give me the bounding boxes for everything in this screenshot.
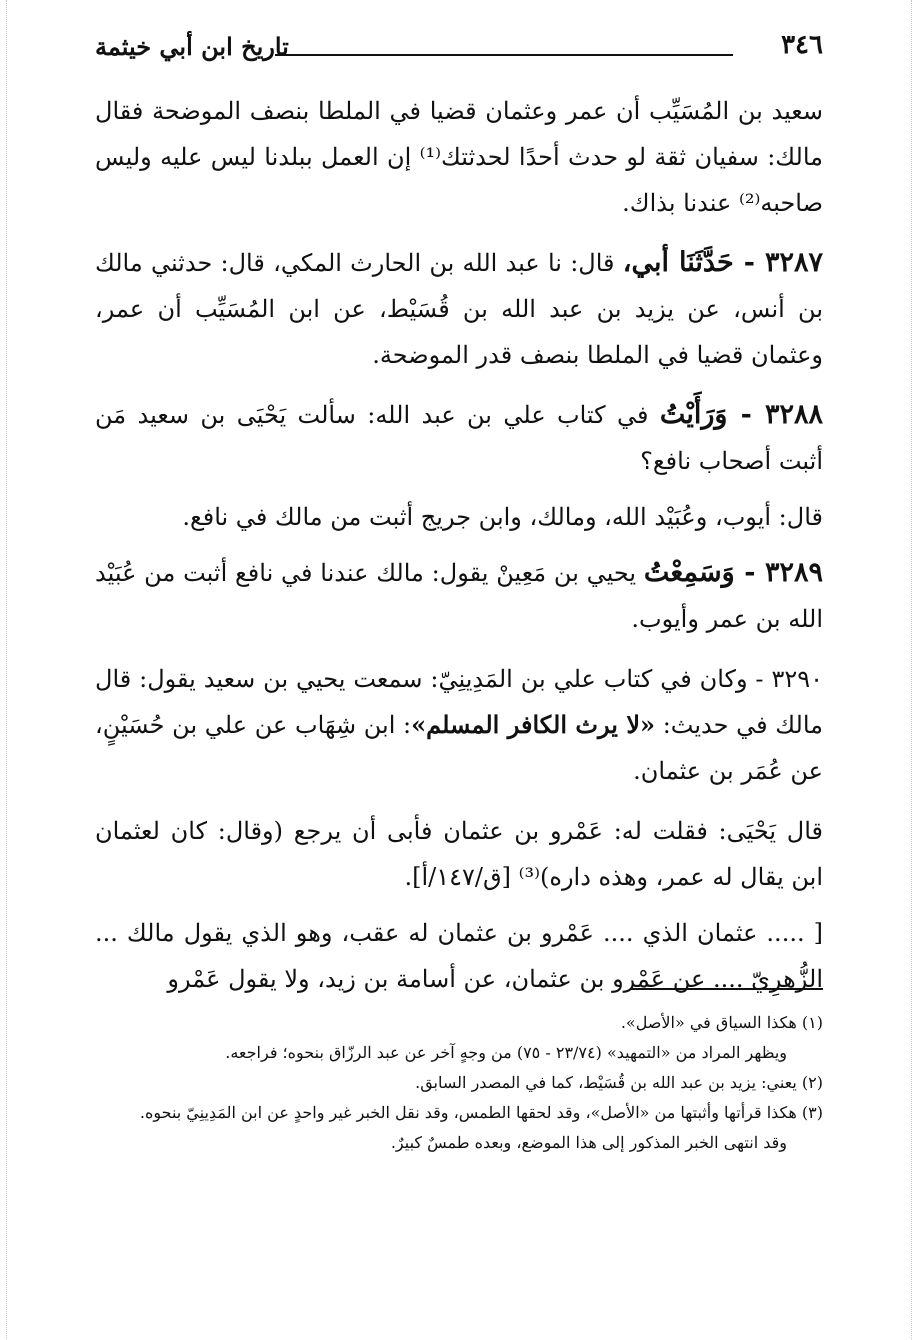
entry-text: قال: نا عبد الله بن الحارث المكي، قال: حدثني مالك بن أنس، عن يزيد بن عبد الله بن قُسَيْط، عن ابن المُسَيِّب أن عمر، وعثمان قضيا في الملطا بنصف قدر الموضحة. (95, 249, 823, 369)
entry-text: يحيي بن مَعِينْ يقول: مالك عندنا في نافع أثبت من عُبَيْد الله بن عمر وأيوب. (95, 559, 823, 633)
paragraph-1: سعيد بن المُسَيِّب أن عمر وعثمان قضيا في الملطا بنصف الموضحة فقال مالك: سفيان ثقة لو حدث أحدًا لحدثتك⁽¹⁾ إن العمل ببلدنا ليس عليه وليس صاحبه⁽²⁾ عندنا بذاك. (95, 97, 823, 217)
page-edge-left (6, 0, 7, 1340)
hadith-quote: «لا يرث الكافر المسلم» (411, 710, 656, 739)
running-title: تاريخ ابن أبي خيثمة (95, 32, 289, 61)
paragraph-3290 (95, 656, 823, 794)
paragraph-yahya: قال يَحْيَى: فقلت له: عَمْرو بن عثمان فأبى أن يرجع (وقال: كان لعثمان ابن يقال له عمر، وهذه داره)⁽³⁾ [ق/١٤٧/أ]. (95, 817, 823, 891)
page-edge-right (911, 0, 912, 1340)
footnote-1: (١) هكذا السياق في «الأصل». (620, 1013, 823, 1032)
paragraph-3289 (95, 550, 823, 642)
entry-lead: ٣٢٨٧ - حَدَّثَنَا أبي، (622, 247, 823, 278)
entry-text: ٣٢٩٠ - وكان في كتاب علي بن المَدِينِيّ: سمعت يحيي بن سعيد يقول: قال مالك في حديث: (95, 665, 824, 739)
entry-text: في كتاب علي بن عبد الله: سألت يَحْيَى بن سعيد مَن أثبت أصحاب نافع؟ (95, 401, 823, 475)
entry-text-end: : ابن شِهَاب عن علي بن حُسَيْنٍ، عن عُمَر بن عثمان. (95, 711, 823, 785)
footnote-rule (631, 988, 823, 990)
paragraph-3287 (95, 240, 823, 378)
footnote-2: (٢) يعني: يزيد بن عبد الله بن قُسَيْط، كما في المصدر السابق. (415, 1073, 823, 1092)
header-rule (275, 54, 733, 56)
paragraph-3288 (95, 392, 823, 484)
page-number: ٣٤٦ (781, 30, 823, 60)
paragraph-lacuna: [ ..... عثمان الذي .... عَمْرو بن عثمان له عقب، وهو الذي يقول مالك ... الزُّهرِيّ .... عن عَمْرو بن عثمان، عن أسامة بن زيد، ولا يقول عَمْرو (95, 919, 823, 993)
paragraph-answer: قال: أيوب، وعُبَيْد الله، ومالك، وابن جريج أثبت من مالك في نافع. (182, 503, 823, 531)
footnote-3: (٣) هكذا قرأتها وأثبتها من «الأصل»، وقد لحقها الطمس، وقد نقل الخبر غير واحدٍ عن ابن المَدِينِيّ بنحوه. (139, 1103, 823, 1122)
entry-lead: ٣٢٨٩ - وَسَمِعْتُ (643, 557, 823, 588)
footnotes (95, 1008, 823, 1158)
main-text (95, 88, 823, 1016)
entry-lead: ٣٢٨٨ - وَرَأَيْتُ (659, 399, 823, 430)
footnote-3-continued: وقد انتهى الخبر المذكور إلى هذا الموضع، وبعده طمسٌ كبيرٌ. (390, 1133, 787, 1152)
page-header (95, 30, 823, 70)
footnote-1-continued: ويظهر المراد من «التمهيد» (٢٣/٧٤ - ٧٥) من وجهٍ آخر عن عبد الرزّاق بنحوه؛ فراجعه. (225, 1043, 787, 1062)
